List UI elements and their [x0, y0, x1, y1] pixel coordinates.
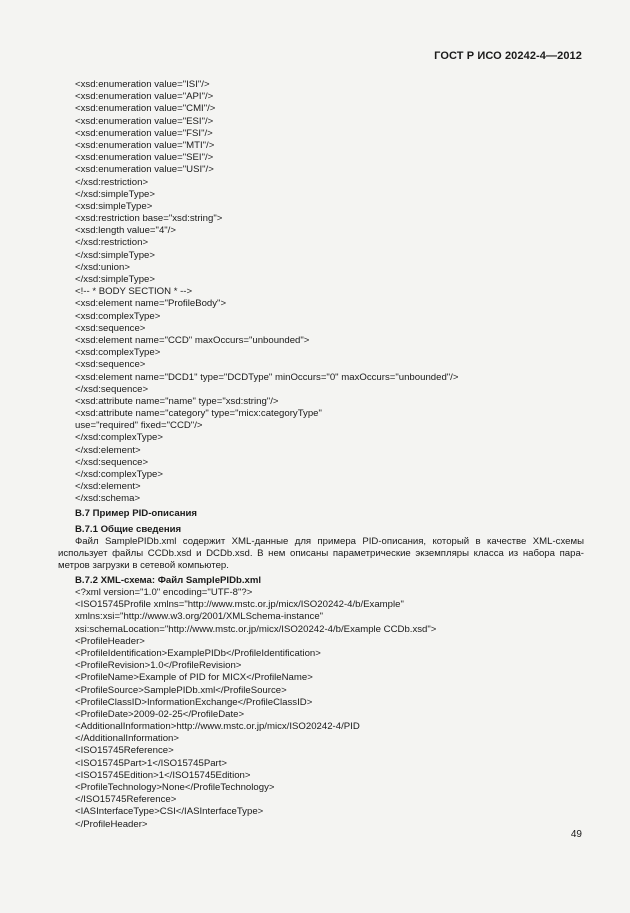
code-line: </ProfileHeader>: [75, 818, 148, 830]
document-header: ГОСТ Р ИСО 20242-4—2012: [434, 50, 582, 62]
code-line: </AdditionalInformation>: [75, 733, 179, 745]
code-line: <xsd:complexType>: [75, 347, 161, 359]
code-line: <ProfileRevision>1.0</ProfileRevision>: [75, 660, 242, 672]
code-line: </xsd:simpleType>: [75, 188, 155, 200]
code-line: <ProfileName>Example of PID for MICX</ProfileName>: [75, 672, 313, 684]
code-line: <xsd:attribute name="category" type="micx:categoryType": [75, 408, 322, 420]
code-line: use="required" fixed="CCD"/>: [75, 420, 203, 432]
code-line: </xsd:union>: [75, 261, 130, 273]
code-line: <xsd:simpleType>: [75, 200, 153, 212]
code-line: </xsd:simpleType>: [75, 249, 155, 261]
code-line: xmlns:xsi="http://www.w3.org/2001/XMLSchema-instance": [75, 611, 324, 623]
code-line: <xsd:enumeration value="USI"/>: [75, 164, 214, 176]
code-line: xsi:schemaLocation="http://www.mstc.or.jp/micx/ISO20242-4/b/Example CCDb.xsd">: [75, 623, 437, 635]
code-line: <IASInterfaceType>CSI</IASInterfaceType>: [75, 806, 264, 818]
section-b71-paragraph: [58, 536, 584, 573]
code-line: <ISO15745Profile xmlns="http://www.mstc.or.jp/micx/ISO20242-4/b/Example": [75, 599, 404, 611]
code-line: <xsd:enumeration value="CMI"/>: [75, 103, 216, 115]
paragraph-line: использует файлы CCDb.xsd и DCDb.xsd. В нем описаны параметрические экземпляры класса из набора пара-: [58, 548, 584, 560]
code-line: <!-- * BODY SECTION * -->: [75, 286, 193, 298]
code-line: <xsd:element name="ProfileBody">: [75, 298, 227, 310]
code-line: <ProfileSource>SamplePIDb.xml</ProfileSource>: [75, 684, 287, 696]
code-line: <ProfileDate>2009-02-25</ProfileDate>: [75, 708, 245, 720]
code-line: <xsd:element name="CCD" maxOccurs="unbounded">: [75, 334, 310, 346]
paragraph-line: Файл SamplePIDb.xml содержит XML-данные для примера PID-описания, который в качестве XML-схемы: [75, 536, 584, 547]
section-heading-b71: B.7.1 Общие сведения: [75, 524, 182, 535]
code-line: <xsd:enumeration value="API"/>: [75, 91, 214, 103]
code-line: <xsd:attribute name="name" type="xsd:string"/>: [75, 395, 279, 407]
code-line: </ISO15745Reference>: [75, 794, 177, 806]
code-line: <ISO15745Edition>1</ISO15745Edition>: [75, 769, 251, 781]
code-line: <xsd:sequence>: [75, 359, 146, 371]
code-line: <xsd:enumeration value="ISI"/>: [75, 79, 210, 90]
paragraph-line: метров загрузки в сетевой компьютер.: [58, 560, 229, 572]
code-line: </xsd:element>: [75, 481, 141, 493]
code-line: <ProfileTechnology>None</ProfileTechnology>: [75, 782, 275, 793]
section-heading-b72: B.7.2 XML-схема: Файл SamplePIDb.xml: [75, 575, 262, 586]
code-line: </xsd:element>: [75, 444, 141, 456]
code-line: <xsd:element name="DCD1" type="DCDType" minOccurs="0" maxOccurs="unbounded"/>: [75, 371, 459, 383]
code-line: <ProfileHeader>: [75, 635, 145, 647]
code-line: </xsd:sequence>: [75, 456, 149, 468]
code-line: <ProfileIdentification>ExamplePIDb</ProfileIdentification>: [75, 647, 321, 659]
code-line: </xsd:restriction>: [75, 237, 149, 249]
page-number: 49: [570, 829, 582, 840]
code-line: <xsd:enumeration value="FSI"/>: [75, 127, 213, 139]
code-line: </xsd:simpleType>: [75, 274, 155, 285]
code-line: <xsd:enumeration value="MTI"/>: [75, 139, 215, 151]
code-line: </xsd:complexType>: [75, 432, 163, 444]
code-line: <ProfileClassID>InformationExchange</ProfileClassID>: [75, 696, 313, 708]
xsd-code-listing: [75, 79, 458, 506]
code-line: <?xml version="1.0" encoding="UTF-8"?>: [75, 587, 253, 598]
code-line: <AdditionalInformation>http://www.mstc.or.jp/micx/ISO20242-4/PID: [75, 721, 360, 733]
code-line: </xsd:restriction>: [75, 176, 149, 188]
code-line: </xsd:schema>: [75, 493, 141, 505]
code-line: <ISO15745Part>1</ISO15745Part>: [75, 757, 228, 769]
code-line: <xsd:sequence>: [75, 322, 146, 334]
code-line: <xsd:enumeration value="SEI"/>: [75, 152, 214, 164]
code-line: </xsd:complexType>: [75, 469, 163, 480]
code-line: <ISO15745Reference>: [75, 745, 174, 757]
code-line: <xsd:complexType>: [75, 310, 161, 322]
code-line: <xsd:enumeration value="ESI"/>: [75, 115, 214, 127]
code-line: </xsd:sequence>: [75, 383, 149, 395]
code-line: <xsd:length value="4"/>: [75, 225, 176, 237]
xml-code-listing: [75, 587, 436, 831]
section-heading-b7: B.7 Пример PID-описания: [75, 508, 198, 519]
code-line: <xsd:restriction base="xsd:string">: [75, 213, 223, 225]
